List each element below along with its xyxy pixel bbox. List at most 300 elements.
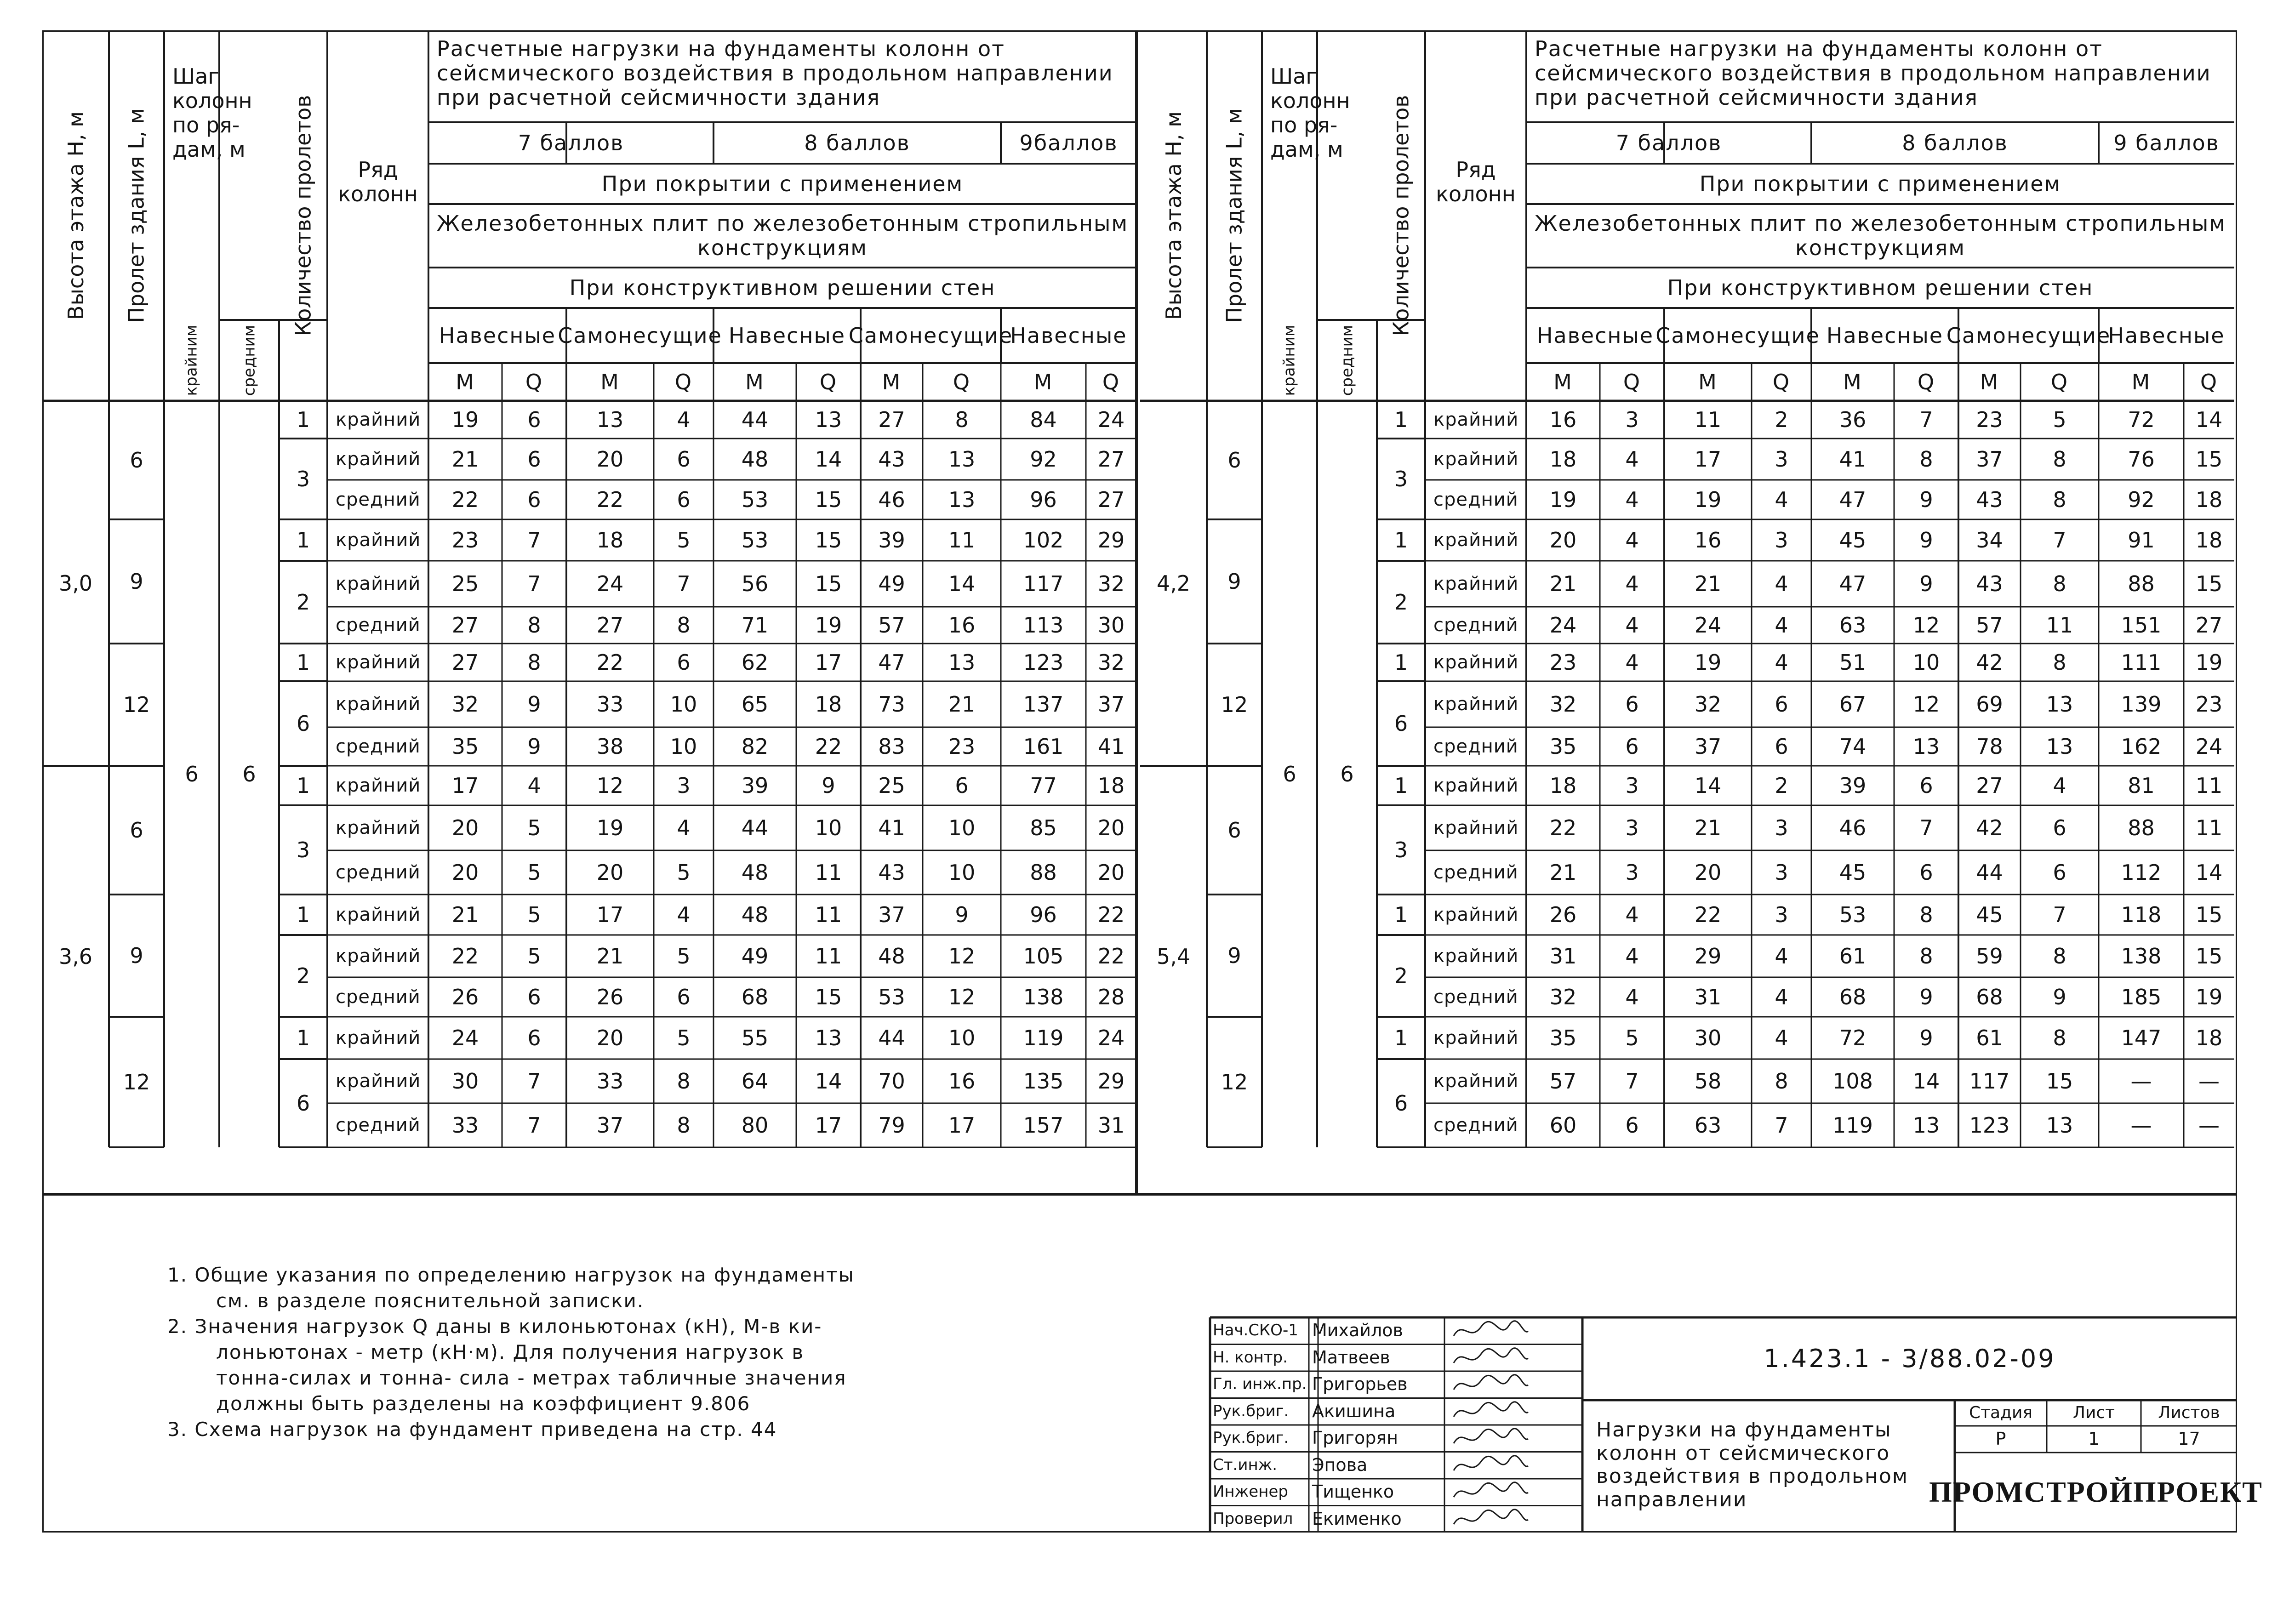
value-cell: 51 [1839,650,1867,675]
value-cell: 30 [1097,612,1125,638]
step-header: Шаг колонн по ря- дам, м [1270,64,1350,162]
value-cell: 31 [1097,1112,1125,1138]
value-cell: 44 [741,407,769,432]
value-cell: 117 [1969,1068,2010,1094]
value-cell: 43 [1976,571,2003,596]
value-cell: 111 [2121,650,2162,675]
row-type-cell: крайний [336,573,421,594]
value-cell: 15 [2195,943,2223,969]
value-cell: 67 [1839,691,1867,717]
value-cell: 53 [878,984,905,1009]
value-cell: 35 [451,734,479,759]
height-header [42,30,109,401]
value-cell: 7 [677,571,691,596]
row-type-cell: крайний [336,1027,421,1048]
span-cell: 9 [130,943,143,968]
value-cell: 20 [596,446,624,472]
value-cell: 12 [596,773,624,798]
value-cell: 44 [878,1025,905,1050]
row-type-cell: средний [1433,1115,1518,1136]
mq-header: M [1980,369,1999,394]
vertical-label-text: Пролет здания L, м [1222,108,1247,323]
table-title: Расчетные нагрузки на фундаменты колонн от сейсмического воздействия в продольном направлении при расчетной сейсмичности здания [1535,36,2211,110]
value-cell: 5 [677,943,691,969]
value-cell: 68 [1976,984,2003,1009]
value-cell: 26 [596,984,624,1009]
stamp-role: Нач.СКО-1 [1213,1321,1298,1339]
value-cell: 42 [1976,815,2003,840]
signature [1449,1317,1532,1344]
value-cell: 6 [527,984,541,1009]
spans-count-cell: 1 [1394,902,1408,927]
value-cell: 39 [741,773,769,798]
value-cell: 26 [451,984,479,1009]
value-cell: 58 [1694,1068,1722,1094]
row-type-cell: средний [1433,986,1518,1008]
stamp-name: Тищенко [1312,1482,1394,1502]
value-cell: 22 [815,734,842,759]
value-cell: 4 [1625,650,1639,675]
stage-value: Р [1995,1429,2006,1449]
value-cell: 45 [1839,860,1867,885]
span-cell: 12 [1221,692,1248,717]
value-cell: 17 [1694,446,1722,472]
spans-count-cell: 1 [296,1025,310,1050]
value-cell: 30 [451,1068,479,1094]
spans-count-cell: 6 [1394,711,1408,736]
note-line: 2. Значения нагрузок Q даны в килоньютонах (кН), M-в ки- [167,1315,822,1338]
value-cell: 29 [1097,1068,1125,1094]
value-cell: 7 [1625,1068,1639,1094]
span-cell: 6 [1227,817,1241,843]
value-cell: 43 [878,860,905,885]
value-cell: 123 [1023,650,1064,675]
value-cell: 12 [1912,612,1940,638]
height-cell: 3,6 [58,944,93,969]
sheets-label: Листов [2158,1403,2220,1423]
value-cell: 49 [878,571,905,596]
row-header: Ряд колонн [338,157,418,206]
spans-count-cell: 6 [1394,1090,1408,1116]
value-cell: 3 [677,773,691,798]
value-cell: 123 [1969,1112,2010,1138]
value-cell: 13 [815,1025,842,1050]
value-cell: 46 [1839,815,1867,840]
seismic-8-header: 8 баллов [1902,130,2008,155]
wall-type-header: Навесные [1536,323,1654,348]
row-type-cell: средний [1433,736,1518,757]
value-cell: 157 [1023,1112,1064,1138]
value-cell: 4 [1775,487,1788,512]
value-cell: 112 [2121,860,2162,885]
value-cell: 5 [2053,407,2066,432]
value-cell: 20 [596,1025,624,1050]
value-cell: 6 [1625,1112,1639,1138]
span-cell: 6 [130,447,143,473]
value-cell: 19 [1694,650,1722,675]
mq-header: M [600,369,620,394]
value-cell: 27 [596,612,624,638]
stamp-name: Григорьев [1312,1374,1408,1394]
row-type-cell: крайний [1433,1071,1519,1092]
value-cell: 4 [1625,943,1639,969]
value-cell: 9 [1919,984,1933,1009]
mq-header: Q [953,369,971,394]
value-cell: 37 [1097,691,1125,717]
cover-header: При покрытии с применением [601,171,964,196]
value-cell: 7 [1919,815,1933,840]
value-cell: 20 [451,815,479,840]
plates-header: Железобетонных плит по железобетонным стропильным конструкциям [436,211,1129,260]
value-cell: 32 [1694,691,1722,717]
value-cell: 18 [1097,773,1125,798]
value-cell: 24 [596,571,624,596]
row-type-cell: крайний [1433,652,1519,673]
signature [1449,1506,1532,1533]
value-cell: — [2130,1068,2152,1094]
value-cell: 3 [1625,407,1639,432]
value-cell: 31 [1694,984,1722,1009]
spans-count-cell: 3 [1394,466,1408,491]
row-type-cell: средний [336,615,421,636]
value-cell: 9 [527,734,541,759]
value-cell: 4 [677,815,691,840]
vertical-label-text: средним [1338,325,1356,396]
value-cell: — [2130,1112,2152,1138]
value-cell: 4 [1775,943,1788,969]
spans-count-header [279,30,327,401]
value-cell: 10 [948,815,976,840]
value-cell: 20 [1097,815,1125,840]
value-cell: 6 [677,650,691,675]
value-cell: 72 [2128,407,2155,432]
value-cell: 31 [1549,943,1577,969]
value-cell: 45 [1839,527,1867,553]
value-cell: 27 [878,407,905,432]
row-type-cell: крайний [336,946,421,967]
step-mid-cell: 6 [1340,761,1354,786]
stamp-name: Екименко [1312,1508,1402,1529]
value-cell: 12 [948,984,976,1009]
value-cell: 32 [1549,984,1577,1009]
value-cell: 13 [2046,1112,2073,1138]
mq-header: M [745,369,765,394]
value-cell: 6 [1919,773,1933,798]
value-cell: 9 [822,773,835,798]
value-cell: 138 [1023,984,1064,1009]
value-cell: 47 [1839,571,1867,596]
value-cell: 8 [2053,571,2066,596]
value-cell: 16 [948,1068,976,1094]
value-cell: 185 [2121,984,2162,1009]
step-mid-cell: 6 [242,761,256,786]
value-cell: 21 [451,902,479,927]
value-cell: 76 [2128,446,2155,472]
value-cell: 8 [2053,1025,2066,1050]
vertical-label-text: Количество пролетов [1388,95,1414,336]
stamp-name: Матвеев [1312,1347,1390,1368]
value-cell: 14 [948,571,976,596]
value-cell: 27 [451,650,479,675]
spans-count-cell: 6 [296,1090,310,1116]
value-cell: 8 [2053,446,2066,472]
sheet-label: Лист [2072,1403,2115,1423]
spans-count-cell: 1 [296,773,310,798]
value-cell: 3 [1775,815,1788,840]
value-cell: 27 [1976,773,2003,798]
wall-type-header: Навесные [439,323,556,348]
value-cell: 6 [677,984,691,1009]
value-cell: 80 [741,1112,769,1138]
value-cell: 24 [451,1025,479,1050]
spans-count-cell: 1 [296,527,310,553]
signature [1449,1479,1532,1505]
value-cell: 30 [1694,1025,1722,1050]
value-cell: 24 [2195,734,2223,759]
value-cell: 4 [1775,612,1788,638]
value-cell: 88 [2128,571,2155,596]
value-cell: 27 [451,612,479,638]
value-cell: 43 [878,446,905,472]
value-cell: 41 [1097,734,1125,759]
value-cell: 11 [2046,612,2073,638]
value-cell: 24 [1097,1025,1125,1050]
value-cell: 4 [2053,773,2066,798]
value-cell: 14 [815,1068,842,1094]
value-cell: 79 [878,1112,905,1138]
value-cell: 19 [596,815,624,840]
value-cell: 22 [451,487,479,512]
row-type-cell: крайний [1433,530,1519,551]
mq-header: M [1843,369,1862,394]
value-cell: 41 [1839,446,1867,472]
spans-count-cell: 1 [296,902,310,927]
value-cell: 4 [1625,902,1639,927]
value-cell: 23 [451,527,479,553]
value-cell: 7 [2053,902,2066,927]
spans-count-cell: 6 [296,711,310,736]
value-cell: 48 [741,902,769,927]
value-cell: 27 [2195,612,2223,638]
value-cell: 25 [878,773,905,798]
value-cell: 60 [1549,1112,1577,1138]
spans-count-cell: 2 [1394,589,1408,615]
value-cell: 29 [1097,527,1125,553]
note-line: 1. Общие указания по определению нагрузок на фундаменты [167,1264,855,1286]
vertical-label-text: крайним [183,325,201,396]
mq-header: M [1698,369,1718,394]
span-cell: 12 [123,692,150,717]
value-cell: 162 [2121,734,2162,759]
value-cell: 6 [1625,691,1639,717]
row-type-cell: крайний [1433,775,1519,796]
value-cell: 6 [527,446,541,472]
value-cell: 4 [677,407,691,432]
value-cell: 9 [527,691,541,717]
value-cell: 33 [451,1112,479,1138]
value-cell: 11 [1694,407,1722,432]
value-cell: 13 [815,407,842,432]
drawing-sheet [42,30,2263,1533]
span-cell: 12 [1221,1069,1248,1094]
value-cell: 17 [815,1112,842,1138]
value-cell: 19 [2195,984,2223,1009]
spans-count-cell: 1 [1394,407,1408,432]
value-cell: 37 [596,1112,624,1138]
mq-header: Q [2200,369,2218,394]
spans-count-header [1377,30,1425,401]
spans-count-cell: 1 [1394,1025,1408,1050]
note-line: тонна-силах и тонна- сила - метрах табличные значения [216,1367,847,1389]
value-cell: 17 [948,1112,976,1138]
plates-header: Железобетонных плит по железобетонным стропильным конструкциям [1534,211,2226,260]
wall-type-header: Навесные [1826,323,1944,348]
value-cell: 117 [1023,571,1064,596]
value-cell: 7 [1775,1112,1788,1138]
value-cell: 17 [451,773,479,798]
span-header [1207,30,1262,401]
span-cell: 12 [123,1069,150,1094]
note-line: 3. Схема нагрузок на фундамент приведена на стр. 44 [167,1418,777,1441]
value-cell: 22 [1694,902,1722,927]
value-cell: 137 [1023,691,1064,717]
stamp-role: Н. контр. [1213,1348,1288,1367]
value-cell: 3 [1625,815,1639,840]
value-cell: 34 [1976,527,2003,553]
value-cell: 33 [596,1068,624,1094]
value-cell: 8 [677,1068,691,1094]
mq-header: M [456,369,475,394]
sheet-value: 1 [2088,1429,2100,1449]
value-cell: 6 [2053,860,2066,885]
value-cell: 37 [1694,734,1722,759]
stamp-name: Григорян [1312,1428,1399,1448]
seismic-9-header: 9 баллов [2113,130,2220,155]
value-cell: 11 [948,527,976,553]
value-cell: 8 [955,407,969,432]
value-cell: 59 [1976,943,2003,969]
value-cell: 12 [948,943,976,969]
value-cell: 118 [2121,902,2162,927]
value-cell: 5 [527,943,541,969]
value-cell: 6 [677,446,691,472]
value-cell: 9 [2053,984,2066,1009]
cover-header: При покрытии с применением [1699,171,2061,196]
value-cell: 113 [1023,612,1064,638]
row-type-cell: крайний [336,775,421,796]
row-type-cell: крайний [336,449,421,470]
value-cell: 8 [1919,943,1933,969]
mq-header: Q [674,369,693,394]
value-cell: 5 [527,902,541,927]
value-cell: 37 [1976,446,2003,472]
value-cell: 21 [451,446,479,472]
value-cell: 3 [1775,860,1788,885]
mq-header: Q [1772,369,1791,394]
row-type-cell: крайний [1433,409,1519,430]
span-cell: 9 [1227,569,1241,594]
wall-type-header: Самонесущие [1655,323,1820,348]
value-cell: 3 [1775,527,1788,553]
stamp-role: Инженер [1213,1482,1288,1501]
value-cell: 15 [2195,902,2223,927]
value-cell: 9 [1919,1025,1933,1050]
spans-count-cell: 1 [296,650,310,675]
value-cell: 6 [1775,691,1788,717]
value-cell: 108 [1832,1068,1873,1094]
value-cell: 5 [677,527,691,553]
value-cell: 21 [1694,571,1722,596]
signature [1449,1371,1532,1398]
value-cell: 16 [1694,527,1722,553]
value-cell: 49 [741,943,769,969]
spans-count-cell: 1 [1394,650,1408,675]
value-cell: 138 [2121,943,2162,969]
row-type-cell: крайний [1433,694,1519,715]
value-cell: 18 [2195,1025,2223,1050]
row-type-cell: крайний [336,694,421,715]
row-type-cell: средний [1433,489,1518,510]
value-cell: 4 [677,902,691,927]
value-cell: 18 [596,527,624,553]
organization-name: ПРОМСТРОЙПРОЕКТ [1929,1476,2263,1509]
value-cell: 8 [527,612,541,638]
value-cell: 7 [527,571,541,596]
value-cell: 26 [1549,902,1577,927]
value-cell: 28 [1097,984,1125,1009]
value-cell: 16 [948,612,976,638]
height-cell: 5,4 [1156,944,1191,969]
value-cell: 8 [1919,446,1933,472]
value-cell: 63 [1694,1112,1722,1138]
value-cell: 82 [741,734,769,759]
signature [1449,1425,1532,1452]
value-cell: 96 [1030,487,1057,512]
value-cell: 7 [2053,527,2066,553]
value-cell: 14 [1912,1068,1940,1094]
value-cell: 13 [596,407,624,432]
mq-header: M [1553,369,1573,394]
value-cell: 96 [1030,902,1057,927]
value-cell: 10 [1912,650,1940,675]
stamp-role: Рук.бриг. [1213,1429,1289,1447]
value-cell: 4 [1625,571,1639,596]
value-cell: 38 [596,734,624,759]
value-cell: 27 [1097,446,1125,472]
value-cell: 39 [878,527,905,553]
value-cell: 6 [1775,734,1788,759]
value-cell: 61 [1976,1025,2003,1050]
value-cell: 6 [527,407,541,432]
value-cell: 5 [527,815,541,840]
height-header [1140,30,1207,401]
value-cell: 35 [1549,1025,1577,1050]
value-cell: 62 [741,650,769,675]
value-cell: 4 [1625,612,1639,638]
value-cell: 139 [2121,691,2162,717]
value-cell: 19 [815,612,842,638]
stamp-role: Проверил [1213,1509,1293,1528]
value-cell: 5 [677,860,691,885]
mq-header: Q [1917,369,1935,394]
value-cell: 77 [1030,773,1057,798]
table-title: Расчетные нагрузки на фундаменты колонн от сейсмического воздействия в продольном направлении при расчетной сейсмичности здания [437,36,1113,110]
value-cell: 48 [741,860,769,885]
drawing-code: 1.423.1 - 3/88.02-09 [1764,1344,2056,1373]
spans-count-cell: 2 [296,963,310,988]
value-cell: 36 [1839,407,1867,432]
value-cell: 68 [741,984,769,1009]
